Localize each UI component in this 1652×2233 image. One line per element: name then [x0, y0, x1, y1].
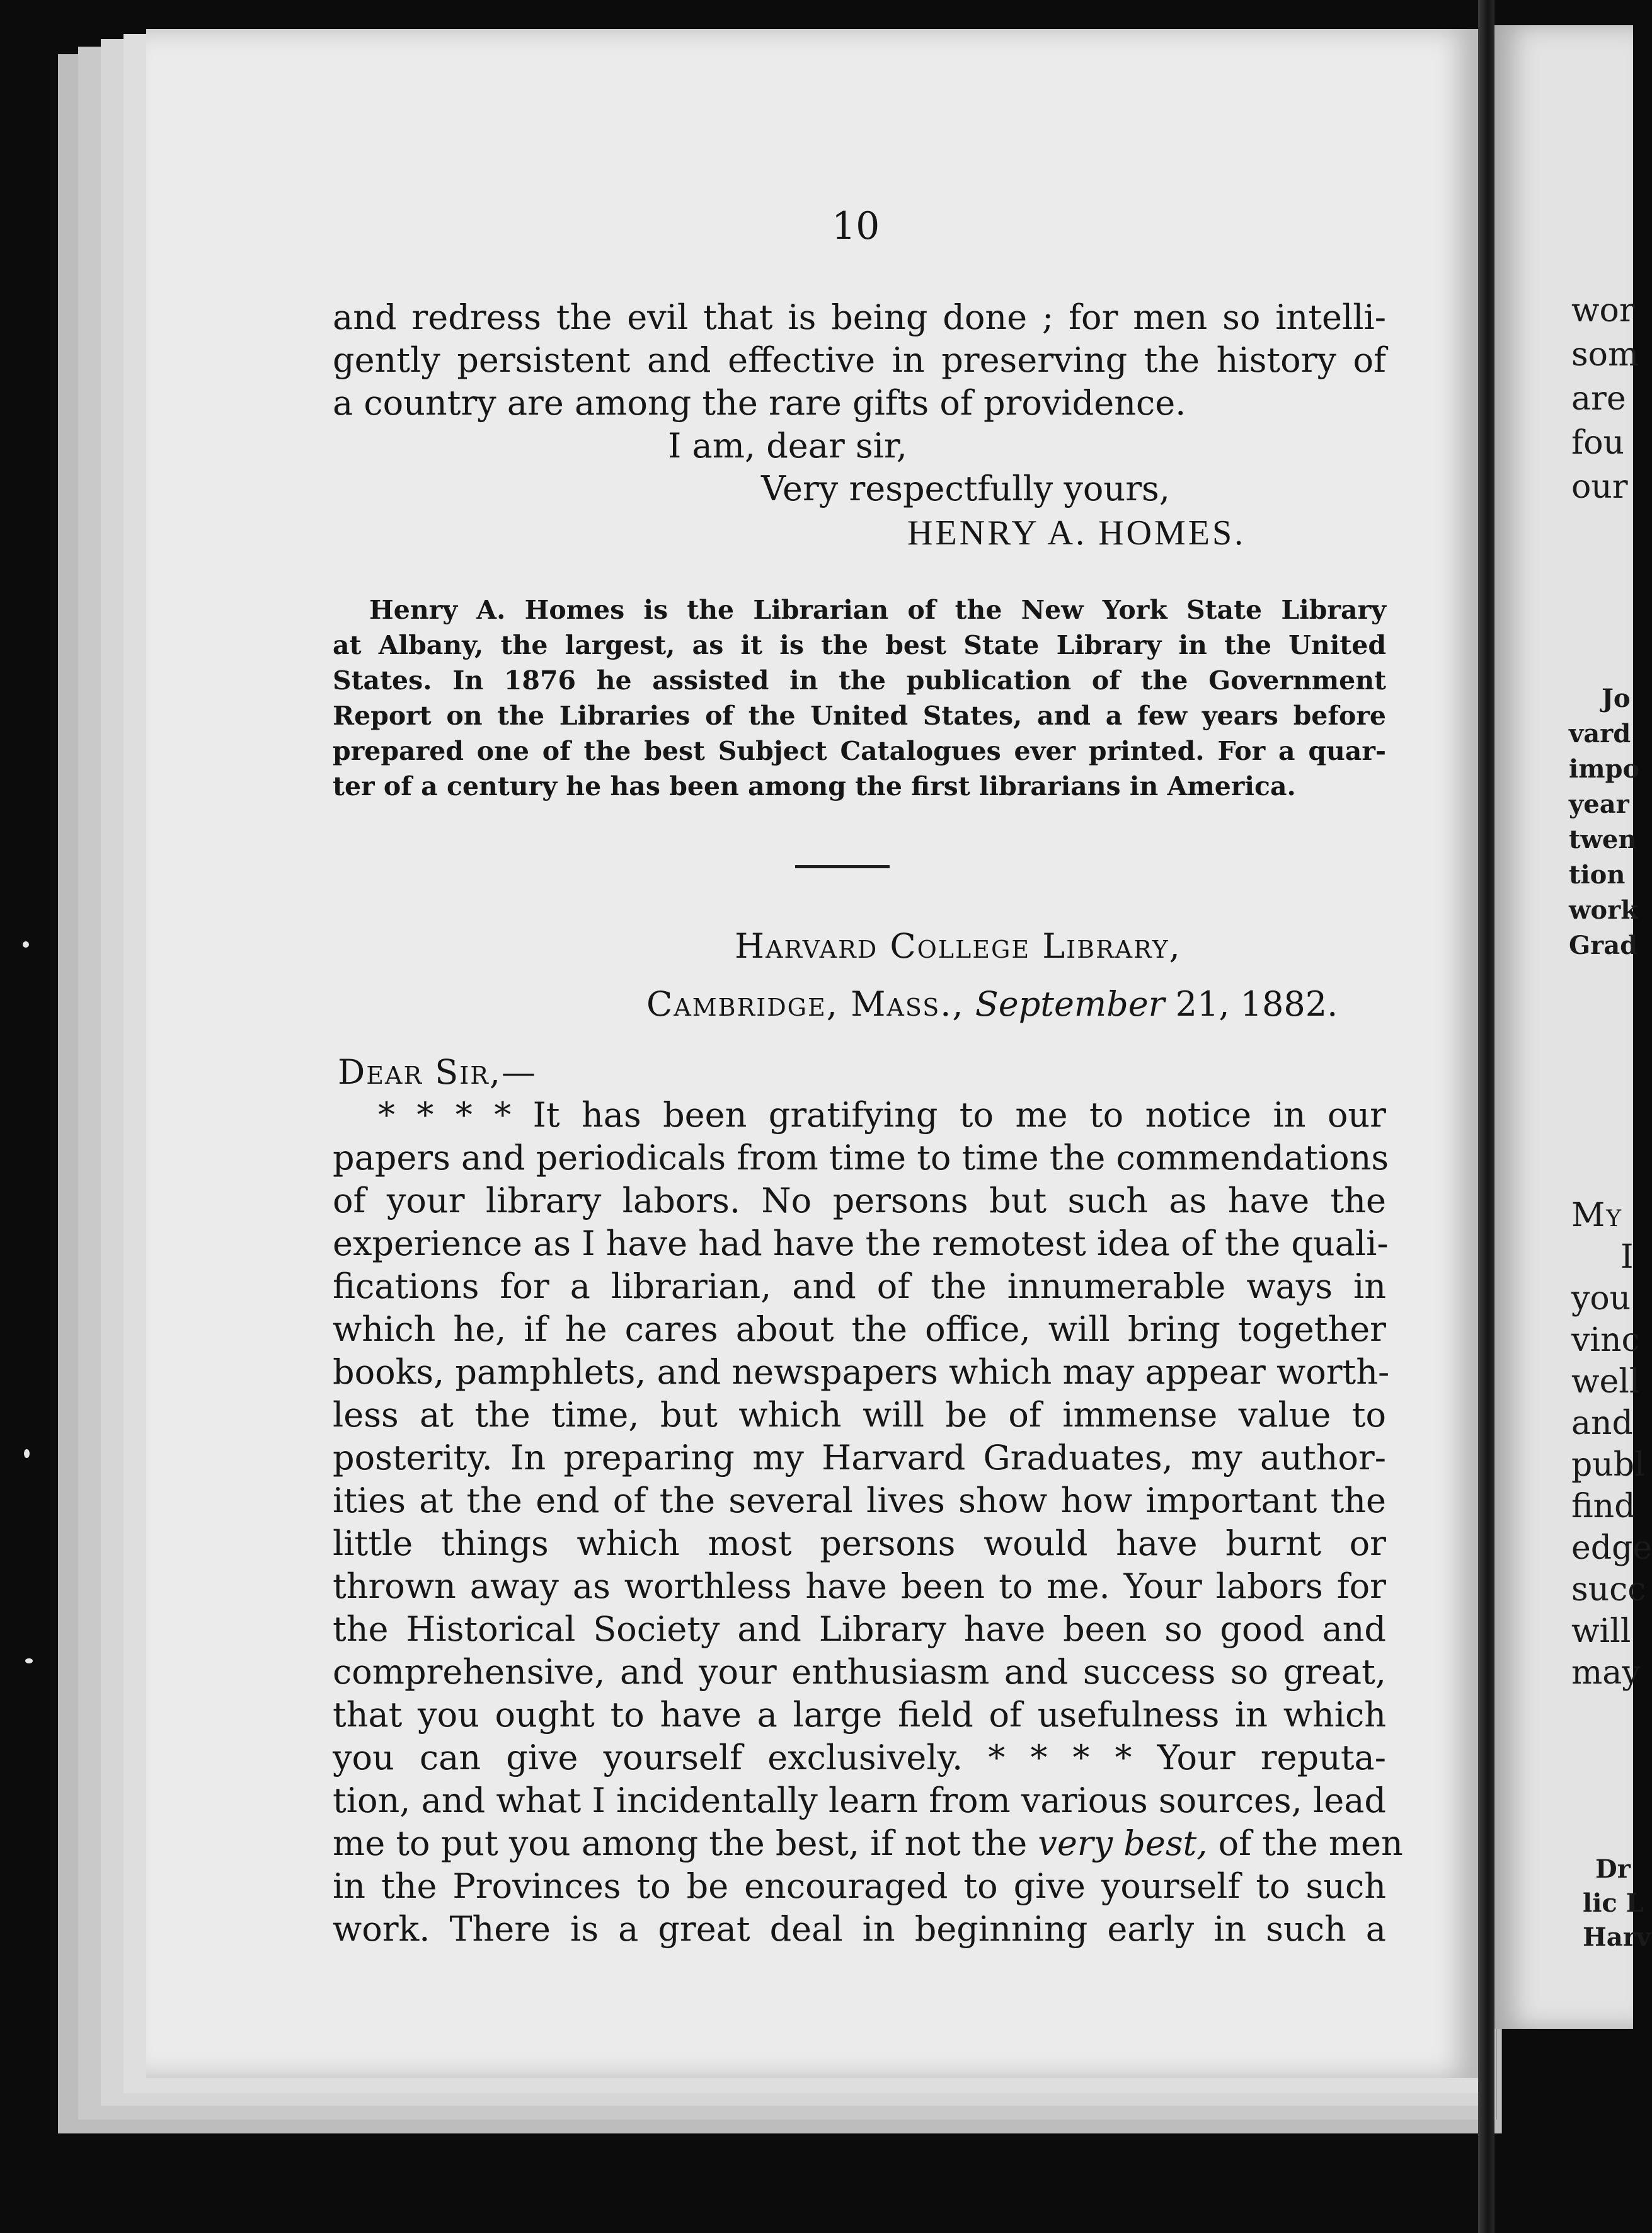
- right-note-line: vard: [1569, 719, 1631, 749]
- right-page-line: you: [1571, 1280, 1631, 1317]
- right-page-line: our: [1571, 468, 1628, 506]
- right-page-line: edge: [1571, 1529, 1652, 1567]
- signature: HENRY A. HOMES.: [907, 514, 1246, 553]
- right-page-line: and: [1571, 1404, 1633, 1442]
- right-page-line: wor: [1571, 292, 1635, 330]
- footnote-line: prepared one of the best Subject Catalogues ever printed. For a quar-: [333, 736, 1386, 766]
- letter-text: me to put you among the best, if not the: [333, 1823, 1038, 1863]
- right-page-line: find: [1571, 1488, 1636, 1525]
- right-page-line: vinc: [1571, 1321, 1640, 1359]
- letter-line: and redress the evil that is being done ; for men so intelli-: [333, 297, 1386, 337]
- page-number: 10: [832, 204, 880, 248]
- letter-closing: I am, dear sir,: [668, 426, 907, 466]
- salutation: Dear Sir,—: [338, 1052, 537, 1092]
- letter-line: gently persistent and effective in preserving the history of: [333, 340, 1386, 380]
- right-note-line: Dr: [1595, 1854, 1631, 1884]
- letter-line: [333, 1822, 1403, 1865]
- right-note-line: impo: [1569, 754, 1640, 784]
- right-page-line: som: [1571, 336, 1639, 374]
- letter-line: work. There is a great deal in beginning early in such a: [333, 1909, 1386, 1949]
- letter-closing: Very respectfully yours,: [761, 469, 1170, 508]
- letter-line: which he, if he cares about the office, will bring together: [333, 1309, 1386, 1349]
- letter-dateline: [646, 983, 1338, 1026]
- letter-place: Cambridge, Mass.,: [646, 984, 965, 1024]
- letter-date-rest: 21, 1882.: [1164, 984, 1338, 1024]
- section-divider: [795, 865, 890, 868]
- letter-line: that you ought to have a large field of usefulness in which: [333, 1695, 1386, 1735]
- footnote-line: States. In 1876 he assisted in the publication of the Government: [333, 665, 1386, 696]
- right-note-line: twen: [1569, 825, 1637, 854]
- letter-line: experience as I have had have the remotest idea of the quali-: [333, 1224, 1389, 1263]
- right-salutation: My: [1571, 1197, 1623, 1234]
- margin-speck: [25, 1658, 33, 1663]
- footnote-line: Report on the Libraries of the United States, and a few years before: [333, 701, 1386, 731]
- letter-line: less at the time, but which will be of immense value to: [333, 1395, 1386, 1435]
- margin-speck: [23, 941, 29, 948]
- letter-line: of your library labors. No persons but such as have the: [333, 1181, 1386, 1220]
- letter-line: little things which most persons would have burnt or: [333, 1524, 1386, 1563]
- letter-line: papers and periodicals from time to time the commendations: [333, 1138, 1389, 1178]
- margin-speck: [24, 1449, 30, 1458]
- letter-line: fications for a librarian, and of the innumerable ways in: [333, 1266, 1386, 1306]
- footnote-line: Henry A. Homes is the Librarian of the New York State Library: [369, 595, 1386, 625]
- letter-line: in the Provinces to be encouraged to give yourself to such: [333, 1866, 1386, 1906]
- right-page-line: well: [1571, 1363, 1640, 1401]
- letter-text: of the men: [1207, 1823, 1403, 1863]
- right-page-line: are: [1571, 380, 1626, 418]
- letter-line: you can give yourself exclusively. * * * * Your reputa-: [333, 1738, 1386, 1777]
- letter-line: * * * * It has been gratifying to me to notice in our: [378, 1095, 1386, 1135]
- right-page-line: publ: [1571, 1446, 1645, 1484]
- letter-line: posterity. In preparing my Harvard Graduates, my author-: [333, 1438, 1386, 1478]
- letter-line: ities at the end of the several lives show how important the: [333, 1481, 1386, 1520]
- letter-heading: Harvard College Library,: [735, 926, 1181, 966]
- letter-line: books, pamphlets, and newspapers which may appear worth-: [333, 1352, 1390, 1392]
- right-note-line: Grad: [1569, 931, 1638, 960]
- letter-line: comprehensive, and your enthusiasm and success so great,: [333, 1652, 1386, 1692]
- book-gutter: [1478, 0, 1494, 2233]
- letter-line: thrown away as worthless have been to me. Your labors for: [333, 1566, 1386, 1606]
- footnote-line: ter of a century he has been among the first librarians in America.: [333, 771, 1296, 801]
- footnote-line: at Albany, the largest, as it is the best State Library in the United: [333, 630, 1386, 660]
- letter-date-month: September: [975, 984, 1165, 1024]
- letter-line: the Historical Society and Library have been so good and: [333, 1609, 1386, 1649]
- right-page-line: may: [1571, 1654, 1641, 1692]
- right-note-line: tion: [1569, 860, 1626, 890]
- right-note-line: year: [1569, 789, 1629, 819]
- right-page: [1494, 25, 1652, 2029]
- right-note-line: Harv: [1583, 1922, 1651, 1952]
- right-note-line: work: [1569, 895, 1638, 925]
- letter-emphasis: very best,: [1038, 1823, 1208, 1863]
- right-note-line: Jo: [1602, 684, 1631, 713]
- right-note-line: lic L: [1583, 1888, 1644, 1918]
- letter-line: a country are among the rare gifts of providence.: [333, 383, 1186, 423]
- letter-line: tion, and what I incidentally learn from various sources, lead: [333, 1781, 1386, 1820]
- right-page-line: fou: [1571, 424, 1625, 462]
- right-page-line: will: [1571, 1612, 1631, 1650]
- right-page-line: succ: [1571, 1571, 1646, 1609]
- right-page-line: I: [1620, 1238, 1634, 1276]
